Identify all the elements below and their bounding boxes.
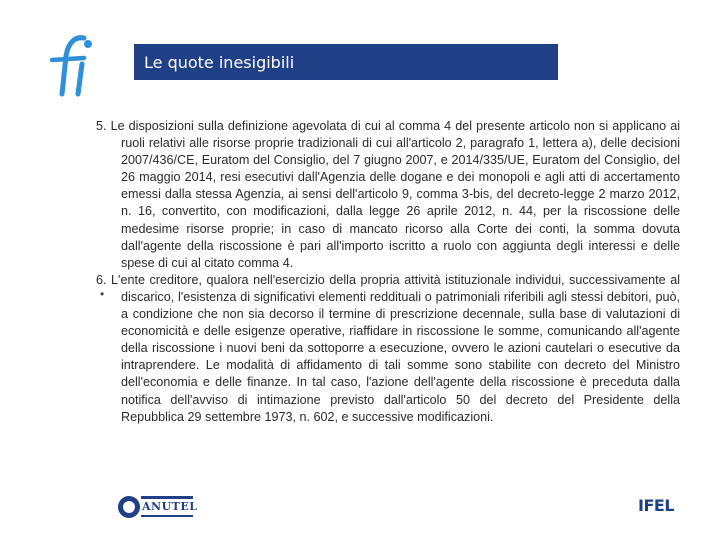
ifel-logo-icon: IFEL (638, 496, 675, 515)
paragraph-5: 5. Le disposizioni sulla definizione agevolata di cui al comma 4 del presente articolo non si applicano ai ruoli relativi alle risorse proprie tradizionali di cui all'articolo 2, paragrafo 1, lettera a), delle decisioni 2007/436/CE, Euratom del Consiglio, del 7 giugno 2007, e 2014/335/UE, Euratom del Consiglio, del 26 maggio 2014, resi esecutivi dall'Agenzia delle dogane e dei monopoli e agli atti di accertamento emessi dalla stessa Agenzia, ai sensi dell'articolo 9, comma 3-bis, del decreto-legge 2 marzo 2012, n. 16, convertito, con modificazioni, dalla legge 26 aprile 2012, n. 44, per la riscossione delle medesime risorse proprie; in caso di mancato ricorso alla Corte dei conti, la somma dovuta dall'agente della riscossione è pari all'importo iscritto a ruolo con aggiunta degli interessi e delle spese di cui al citato comma 4. (96, 119, 680, 270)
bullet-marker: • (100, 287, 105, 301)
anutel-label: ANUTEL (142, 500, 198, 513)
body-text (96, 118, 680, 426)
title-bar (134, 44, 558, 80)
paragraph-6: 6. L'ente creditore, qualora nell'esercizio della propria attività istituzionale individui, successivamente al discarico, l'esistenza di significativi elementi reddituali o patrimoniali riferibili agli stessi debitori, può, a condizione che non sia decorso il termine di prescrizione decennale, sulla base di valutazioni di economicità e delle esigenze operative, riaffidare in riscossione le somme, comunicando all'agente della riscossione i nuovi beni da sottoporre a esecuzione, ovvero le azioni cautelari o esecutive da intraprendere. Le modalità di affidamento di tali somme sono stabilite con decreto del Ministro dell'economia e delle finanze. In tal caso, l'azione dell'agente della riscossione è preceduta dalla notifica dell'avviso di intimazione previsto dall'articolo 50 del decreto del Presidente della Repubblica 29 settembre 1973, n. 602, e successive modificazioni. (96, 272, 680, 424)
fi-logo-icon (44, 34, 100, 100)
page-title: Le quote inesigibili (144, 52, 295, 72)
